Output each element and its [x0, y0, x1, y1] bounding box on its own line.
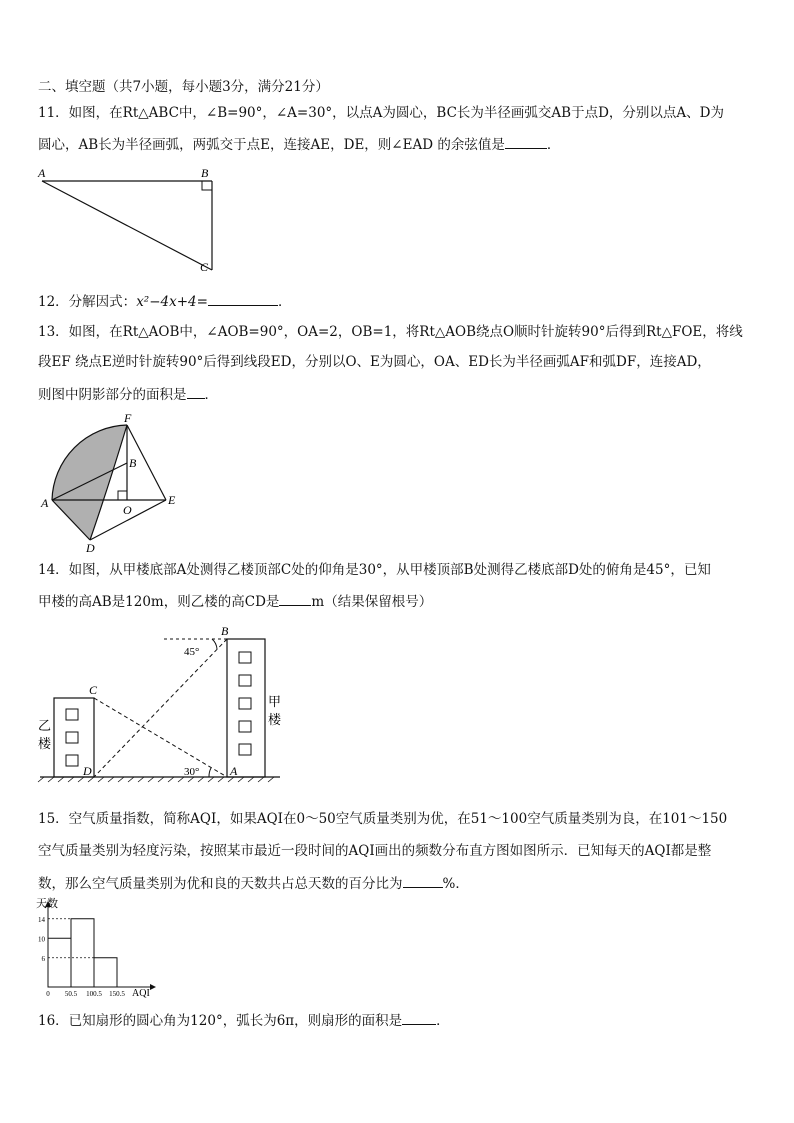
- q14-line1: 14．如图，从甲楼底部A处测得乙楼顶部C处的仰角是30°，从甲楼顶部B处测得乙楼底部D处的俯角是45°，已知: [38, 562, 711, 578]
- q13-geometry-figure: [38, 408, 188, 558]
- histogram-bar-2: [71, 919, 94, 987]
- q13-answer-blank[interactable]: [187, 384, 205, 399]
- q16-end: ．: [436, 1013, 450, 1029]
- q13-label-a: A: [41, 496, 49, 510]
- q12-answer-blank[interactable]: [208, 291, 278, 306]
- q11-label-c: C: [200, 260, 209, 274]
- q15-line1: 15．空气质量指数，简称AQI，如果AQI在0～50空气质量类别为优，在51～100空气质量类别为良，在101～150: [38, 811, 728, 827]
- q12-expression: x²−4x+4=: [136, 294, 208, 310]
- q15-aqi-histogram: [32, 897, 162, 997]
- q11-triangle-figure: [36, 165, 236, 275]
- q14-angle-45: 45°: [184, 646, 200, 658]
- histogram-y-tick-1: 6: [41, 954, 45, 963]
- q11-label-b: B: [201, 166, 209, 180]
- q13-line2: 段EF 绕点E逆时针旋转90°后得到线段ED，分别以O、E为圆心，OA、ED长为半径画弧AF和弧DF，连接AD，: [38, 354, 711, 370]
- q11-end: ．: [546, 137, 561, 153]
- q13-label-d: D: [86, 541, 95, 555]
- section-header: 二、填空题（共7小题，每小题3分，满分21分）: [38, 79, 329, 95]
- q13-label-f: F: [124, 411, 132, 425]
- q13-line3-text: 则图中阴影部分的面积是: [38, 387, 187, 403]
- histogram-x-tick-2: 50.5: [64, 990, 78, 998]
- q14-angle-30: 30°: [184, 766, 200, 778]
- q15-line3: [38, 873, 469, 893]
- histogram-x-tick-4: 150.5: [109, 990, 125, 998]
- histogram-x-tick-3: 100.5: [86, 990, 102, 998]
- q14-answer-blank[interactable]: [279, 591, 311, 606]
- q13-label-b: B: [129, 456, 137, 470]
- q14-line2-pre: 甲楼的高AB是120m，则乙楼的高CD是: [38, 594, 280, 610]
- q14-line2: [38, 591, 432, 611]
- q14-line2-post: m（结果保留根号）: [311, 594, 433, 610]
- q14-label-jia-2: 楼: [268, 712, 282, 727]
- q11-line2: [38, 134, 560, 154]
- q11-label-a: A: [38, 166, 46, 180]
- q13-label-o: O: [123, 503, 132, 517]
- q12-line: [38, 291, 291, 311]
- histogram-bar-3: [94, 958, 117, 987]
- q11-line2-text: 圆心，AB长为半径画弧，两弧交于点E，连接AE，DE，则∠EAD 的余弦值是: [38, 137, 505, 153]
- q13-line1: 13．如图，在Rt△AOB中，∠AOB=90°，OA=2，OB=1，将Rt△AOB绕点O顺时针旋转90°后得到Rt△FOE，将线: [38, 324, 743, 340]
- q14-label-c: C: [89, 683, 98, 697]
- q11-answer-blank[interactable]: [505, 134, 547, 149]
- histogram-x-axis-label: AQI: [132, 988, 150, 999]
- q16-line: [38, 1010, 450, 1030]
- q14-label-a: A: [230, 764, 238, 778]
- q12-end: ．: [277, 294, 292, 310]
- q14-label-yi-2: 楼: [38, 736, 52, 751]
- histogram-bar-1: [48, 938, 71, 987]
- q13-end: ．: [204, 387, 218, 403]
- q14-buildings-figure: [36, 622, 286, 782]
- q16-text: 16．已知扇形的圆心角为120°，弧长为6π，则扇形的面积是: [38, 1013, 403, 1029]
- q12-prefix: 12．分解因式：: [38, 294, 137, 310]
- q13-line3: [38, 384, 218, 404]
- q14-label-yi-1: 乙: [38, 718, 52, 733]
- q14-label-b: B: [221, 624, 229, 638]
- q15-line2: 空气质量类别为轻度污染，按照某市最近一段时间的AQI画出的频数分布直方图如图所示．已知每天的AQI都是整: [38, 843, 712, 859]
- q15-end: %．: [442, 876, 469, 892]
- q15-line3-text: 数，那么空气质量类别为优和良的天数共占总天数的百分比为: [38, 876, 403, 892]
- q16-answer-blank[interactable]: [402, 1010, 436, 1025]
- histogram-y-tick-2: 10: [38, 935, 45, 944]
- histogram-x-tick-1: 0: [46, 990, 50, 998]
- q11-line1: 11．如图，在Rt△ABC中，∠B=90°，∠A=30°，以点A为圆心，BC长为半径画弧交AB于点D，分别以点A、D为: [38, 105, 724, 121]
- q14-label-jia-1: 甲: [268, 694, 282, 709]
- q14-label-d: D: [83, 764, 92, 778]
- histogram-y-tick-3: 14: [38, 915, 45, 924]
- q13-label-e: E: [168, 493, 176, 507]
- histogram-y-axis-label: 天数: [36, 898, 58, 910]
- q15-answer-blank[interactable]: [403, 873, 443, 888]
